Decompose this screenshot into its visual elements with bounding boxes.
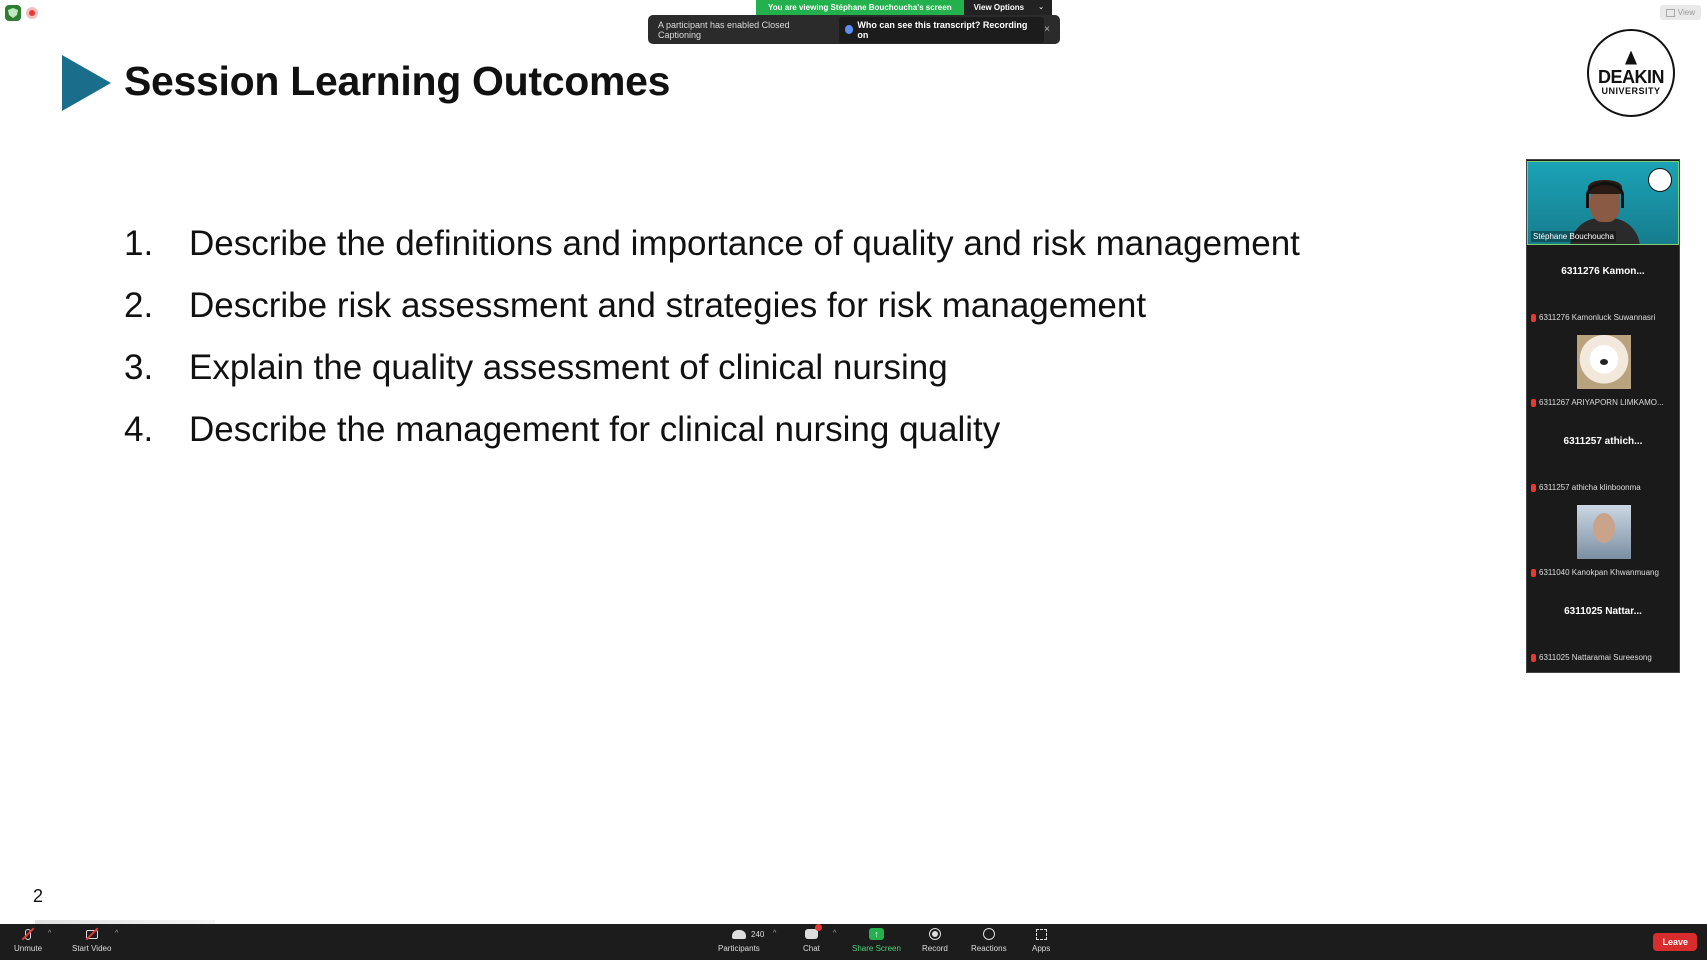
participant-avatar <box>1577 505 1631 559</box>
reactions-button[interactable] <box>971 927 1007 953</box>
participant-full-name-row <box>1531 398 1664 407</box>
outcome-item <box>124 399 1300 461</box>
participant-full-name-row <box>1531 653 1652 662</box>
smiley-icon <box>981 927 997 941</box>
mic-muted-icon <box>1531 399 1536 407</box>
chat-icon <box>803 927 819 941</box>
outcomes-list <box>124 213 1300 461</box>
participant-full-name: 6311025 Nattaramai Sureesong <box>1539 653 1652 662</box>
screen-share-banner <box>756 0 1052 15</box>
outcome-item <box>124 275 1300 337</box>
apps-label: Apps <box>1032 944 1051 953</box>
participants-video-panel[interactable] <box>1526 159 1680 673</box>
participant-full-name: 6311257 athicha klinboonma <box>1539 483 1641 492</box>
person-icon <box>845 25 854 34</box>
audio-options-caret[interactable]: ^ <box>48 930 52 937</box>
recording-indicator-icon[interactable] <box>26 7 38 19</box>
grid-icon <box>1666 9 1675 17</box>
mic-muted-icon <box>1531 314 1536 322</box>
share-screen-label: Share Screen <box>852 944 901 953</box>
headset-icon <box>1586 182 1624 208</box>
chat-button[interactable] <box>803 927 820 953</box>
apps-button[interactable] <box>1032 927 1050 953</box>
view-options-label: View Options <box>973 3 1025 12</box>
view-label: View <box>1677 8 1695 17</box>
camera-off-icon <box>84 927 100 941</box>
meeting-toolbar <box>0 924 1707 960</box>
view-layout-button[interactable] <box>1660 5 1701 20</box>
participant-full-name-row <box>1531 568 1659 577</box>
speaker-name: Stéphane Bouchoucha <box>1533 232 1614 241</box>
cc-message: A participant has enabled Closed Captioning <box>658 19 790 40</box>
title-arrow-icon <box>62 55 111 111</box>
start-video-label: Start Video <box>72 944 112 953</box>
closed-caption-notice <box>648 15 1060 44</box>
record-icon <box>927 927 943 941</box>
participant-full-name-row <box>1531 483 1641 492</box>
outcome-number: 1. <box>124 224 154 263</box>
view-options-button[interactable] <box>964 0 1052 15</box>
record-button[interactable] <box>922 927 948 953</box>
participant-tile[interactable] <box>1527 501 1679 583</box>
deakin-badge-icon <box>1648 168 1672 192</box>
participant-tile[interactable] <box>1527 246 1679 328</box>
video-options-caret[interactable]: ^ <box>115 930 119 937</box>
chat-notification-badge <box>815 924 822 931</box>
unmute-button[interactable] <box>14 927 42 953</box>
outcome-text: Explain the quality assessment of clinical nursing <box>189 348 948 387</box>
reactions-label: Reactions <box>971 944 1007 953</box>
participants-options-caret[interactable]: ^ <box>773 930 777 937</box>
outcome-text: Describe risk assessment and strategies for risk management <box>189 286 1147 325</box>
chat-label: Chat <box>803 944 820 953</box>
leave-button[interactable]: Leave <box>1653 933 1697 951</box>
share-screen-button[interactable] <box>852 927 901 953</box>
apps-icon <box>1033 927 1049 941</box>
participant-full-name: 6311267 ARIYAPORN LIMKAMO... <box>1539 398 1664 407</box>
transcript-info-label: Who can see this transcript? Recording on <box>857 19 1028 40</box>
mic-off-icon <box>20 927 36 941</box>
close-icon[interactable]: × <box>1044 24 1050 35</box>
outcome-item <box>124 337 1300 399</box>
outcome-number: 3. <box>124 348 154 387</box>
mic-muted-icon <box>1531 569 1536 577</box>
outcome-item <box>124 213 1300 275</box>
participant-tile[interactable] <box>1527 331 1679 413</box>
participant-tile[interactable] <box>1527 416 1679 498</box>
start-video-button[interactable] <box>72 927 111 953</box>
deakin-logo <box>1587 29 1675 117</box>
participant-full-name: 6311040 Kanokpan Khwanmuang <box>1539 568 1659 577</box>
security-shield-icon[interactable] <box>5 5 21 21</box>
outcome-text: Describe the definitions and importance of quality and risk management <box>189 224 1300 263</box>
logo-name: DEAKIN <box>1597 66 1664 87</box>
participant-display-name: 6311276 Kamon... <box>1561 266 1645 277</box>
participant-tile[interactable] <box>1527 586 1679 668</box>
participant-full-name-row <box>1531 313 1655 322</box>
unmute-label: Unmute <box>14 944 43 953</box>
logo-subtitle: UNIVERSITY <box>1601 85 1661 96</box>
outcome-text: Describe the management for clinical nursing quality <box>189 410 1001 449</box>
crest-icon <box>1625 51 1637 65</box>
transcript-info-link[interactable] <box>839 17 1045 43</box>
record-label: Record <box>922 944 948 953</box>
participant-display-name: 6311025 Nattar... <box>1564 606 1642 617</box>
active-speaker-tile[interactable] <box>1527 161 1679 245</box>
participant-display-name: 6311257 athich... <box>1563 436 1643 447</box>
chat-options-caret[interactable]: ^ <box>833 930 837 937</box>
participants-icon <box>731 927 747 941</box>
outcome-number: 2. <box>124 286 154 325</box>
mic-muted-icon <box>1531 484 1536 492</box>
viewing-screen-label: You are viewing Stéphane Bouchoucha's screen <box>756 0 964 15</box>
chevron-down-icon: ⌄ <box>1038 4 1044 11</box>
participant-count: 240 <box>751 930 765 939</box>
slide-title: Session Learning Outcomes <box>124 58 671 104</box>
outcome-number: 4. <box>124 410 154 449</box>
participant-full-name: 6311276 Kamonluck Suwannasri <box>1539 313 1656 322</box>
mic-muted-icon <box>1531 654 1536 662</box>
participants-label: Participants <box>718 944 760 953</box>
slide-page-number: 2 <box>33 886 44 906</box>
share-screen-icon: ↑ <box>868 927 884 941</box>
participant-avatar <box>1577 335 1631 389</box>
